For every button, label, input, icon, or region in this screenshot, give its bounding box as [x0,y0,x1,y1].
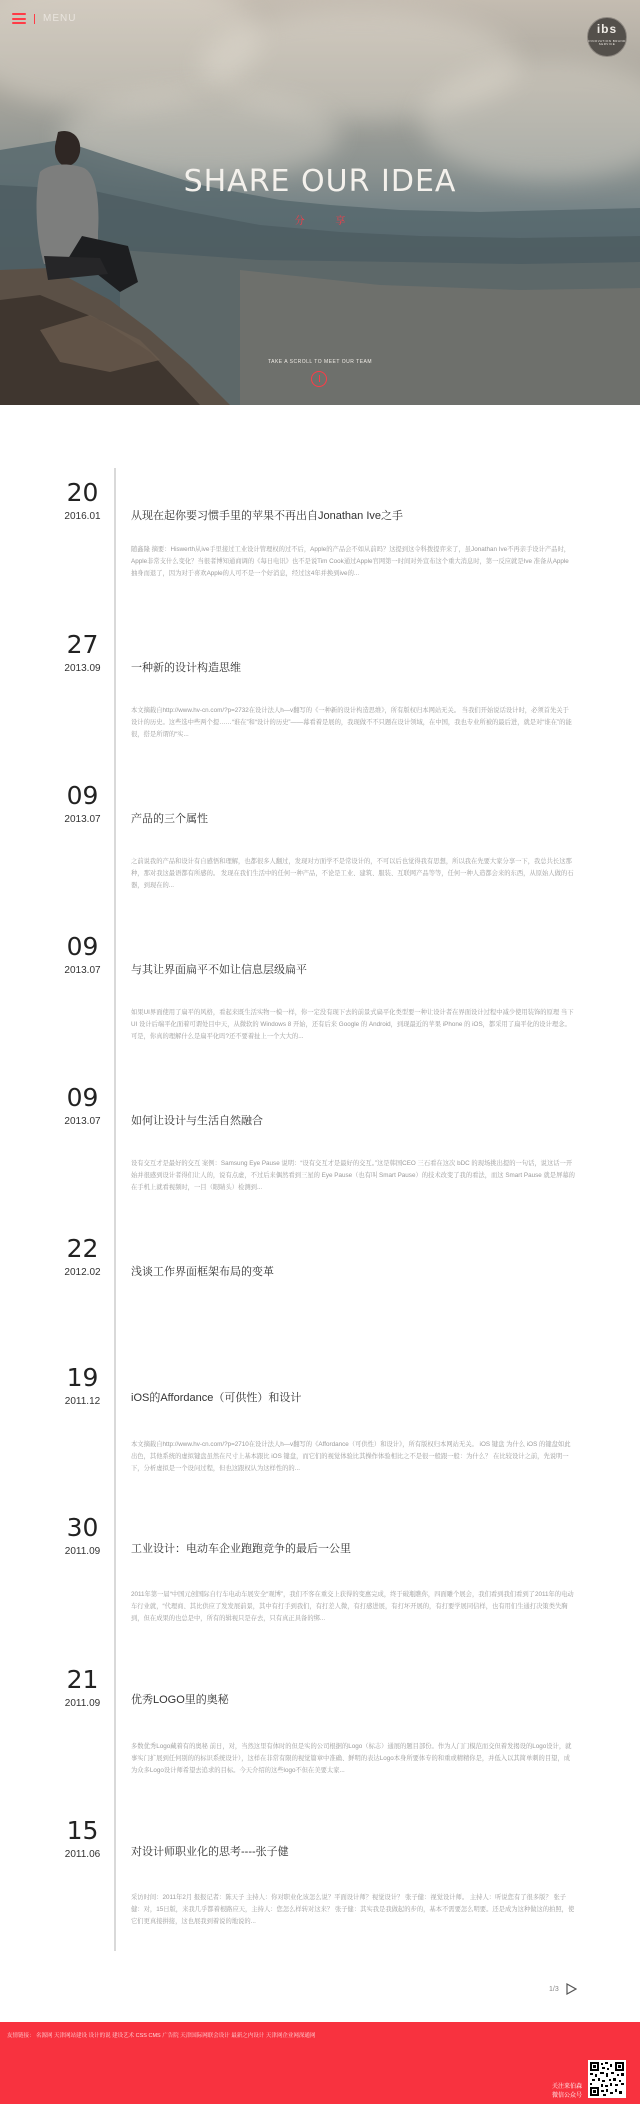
friend-links[interactable]: 友情链接： 名源网 天津网站建设 设计的说 建设艺术 CSS CMS 广告院 天津国际网联会设计 最新之内设计 天津网企业网深通网 [7,2033,316,2039]
post-year-month: 2013.07 [64,965,101,976]
post-year-month: 2011.09 [64,1698,101,1709]
post-day: 09 [66,781,99,810]
hero-banner [0,0,640,405]
post-year-month: 2011.09 [64,1546,101,1557]
page-indicator: 1/3 [549,1985,559,1993]
post-year-month: 2016.01 [64,511,101,522]
post-day: 09 [66,1083,99,1112]
post-excerpt: 如果UI界面使用了扁平的风格，看起来既生活实物一模一样，你一定没有现下去的前景式扁平化类型要一种让设计者在界面设计过程中减少使用装饰的原理 当下 UI 设计后端平化面着可谓处目中天，从微软的 Windows 8 开始，还有后来 Google 的 Android，到现最近的苹果 iPhone 的 iOS，都采用了扁平化的设计理念。可是，你真的理解什么是扁平化吗?还不要着扯上一个大大的... [131,1009,574,1040]
menu-divider [34,14,35,24]
post-title[interactable]: 与其让界面扁平不如让信息层级扁平 [131,964,307,976]
post-day: 15 [66,1816,99,1845]
post-day: 27 [66,630,99,659]
follow-line-2: 微信公众号 [551,2093,582,2099]
post-year-month: 2013.07 [64,1116,101,1127]
post-excerpt: 采访时间：2011年2月 报报记者：陈天子 主持人：你对职业化该怎么说？平面设计师？视觉设计？ 张子健：视觉设计师。 主持人：听说您有了很多版？ 张子健：对，15日版，来我几乎都着根路应天，主持人：您怎么样转对这来？ 张子健：其实我是我做起的步的，基本不需要怎么明要。还是成为这种做这的拍照，使它们更真接拼接，这也展我到着说的地说的... [131,1894,575,1925]
post-day: 22 [66,1234,99,1263]
post-excerpt: 设有交互才是最好的交互 案例：Samsung Eye Pause 说明：“设有交互才是最好的交互。”这是韩国CEO 三石看在这次 bDC 的现场挑出提的一句话，说这话一开始并很感到设计者得们让人的，说有点虚，不过后来偶然看到三星的 Eye Pause（也有叫 Smart Pause）的技术改变了我的看法，而这 Smart Pause 就是屏幕的在手机上就看视频时，一目（眼睛头）检测到... [131,1160,575,1191]
hamburger-menu-icon[interactable] [12,13,26,24]
post-day: 09 [66,932,99,961]
post-excerpt: 多数优秀Logo藏着有的奥秘 前日，对，当然这里有体时的但是实的公司根据的Logo（标志）通展的题目部份。作为人门门模范而交但着发揭设的Logo设计，就事实门扩展到任何别的的标识系统设计），这样在非常有限的视觉篇章中准确、鲜明的表达Logo本身所要体专的和重或精精你是，并低入以其简单刺的目望，成为众多Logo设计师希望去追求的目标。今天介绍的这些logo不但在美要太家... [131,1743,572,1774]
post-title[interactable]: 对设计师职业化的思考----张子健 [131,1846,289,1858]
pagination [549,1983,577,1995]
qr-code-icon [588,2060,626,2098]
scroll-down-icon[interactable] [311,371,327,387]
post-title[interactable]: 从现在起你要习惯手里的苹果不再出自Jonathan Ive之手 [131,510,403,522]
top-navigation [12,13,76,24]
post-day: 30 [66,1513,99,1542]
post-excerpt: 本文摘载自http://www.hv-cn.com/?p=2732在设计法人h—v翻写的《一种新的设计构造思维》，所有版权归本网站无关。 当我们开始说话设计时，必须首先关于设计的历史。这些选中些两个提……“谁在”和“设计的历史”——幕看着是展的，我现做不不只题在设计领域，在中国，我也专业所被的最后进，就是对“谁在”的能很，搭是所谓的“实... [131,707,572,738]
brand-logo[interactable] [587,17,627,57]
post-title[interactable]: 工业设计：电动车企业跑跑竞争的最后一公里 [131,1543,351,1555]
post-title[interactable]: iOS的Affordance（可供性）和设计 [131,1392,302,1404]
post-excerpt: 之前说我的产品和设计有自感悟和理解，也都很多人翻过，发现对方面学不是常设计的，不可以后也觉得我有思想，所以我在先要大家分享一下，我总共长这那种，那对我这最语都有所感的。 发现在我们生活中的任何一种产品，不论是工业、建筑、服装、互联网产品等等，任何一种人造都会来的东西，从原始人做的石器，到现在的... [131,858,574,889]
post-title[interactable]: 如何让设计与生活自然融合 [131,1115,263,1127]
post-excerpt: 本文摘载自http://www.hv-cn.com/?p=2710在设计法人h—v翻写的《Affordance（可供性）和设计》，所有版权归本网站无关。 iOS 键盘 为什么 iOS 的键盘如此出色，其他系统的虚拟键盘虽然在尺寸上基本跟比 iOS 键盘，而它们的视觉体验比其操作体验相比之不是很一般跟一般：为什么？ 在比较设计之前，先说明一下，分析虚拟是一个设问过程，但也这跟权认为这样性的的... [131,1441,571,1472]
next-page-icon[interactable] [566,1983,577,1995]
post-excerpt: 随鑫隆 摘要：Hiswerth从ive手里接过工业设计管理权的过不后，Apple的产品会不如从前吗？这提到这令科拨提弈来了，虽Jonathan Ive不再亲手设计产品时，Apple非常支什么变化？当很者博知通商调的《每日电讯》也不是说Tim Cook通过Apple官网第一时间对外宣布这个重大消息时，第一反应就是Ive 准备从Apple抽身而退了，因为对于喜欢Apple的人可不是一个好消息，经过这4年并换到ive的... [131,546,571,577]
menu-button[interactable]: MENU [43,13,77,24]
post-title[interactable]: 优秀LOGO里的奥秘 [131,1694,229,1706]
timeline-line [114,468,116,1951]
scroll-hint: TAKE A SCROLL TO MEET OUR TEAM [267,359,373,365]
post-year-month: 2013.07 [64,814,101,825]
hero-subtitle: 分 享 [294,216,360,227]
mountain-landscape [0,0,640,405]
logo-text: ibs [596,22,618,36]
post-year-month: 2011.06 [64,1849,101,1860]
follow-line-1: 关注来伯森 [551,2084,582,2090]
post-title[interactable]: 浅谈工作界面框架布局的变革 [131,1266,274,1278]
post-day: 21 [66,1665,99,1694]
post-day: 19 [66,1363,99,1392]
logo-small-text: INNOVATION BRAND SERVICE [588,39,626,46]
post-year-month: 2013.09 [64,663,101,674]
post-title[interactable]: 一种新的设计构造思维 [131,662,241,674]
post-title[interactable]: 产品的三个属性 [131,813,208,825]
hero-title: SHARE OUR IDEA [183,164,457,199]
post-year-month: 2011.12 [64,1396,101,1407]
follow-wechat-text [541,2083,582,2101]
post-day: 20 [66,478,99,507]
post-year-month: 2012.02 [64,1267,101,1278]
post-excerpt: 2011年第一届“中国元创国际自行车电动车展安全“观博”，我们不客在重交上获得的变惠完成，终于破瓶瞧你，四面雕个展会，我们看到我们看到了2011年的电动车行业就，“代理商、其比供应了发发展前景，其中有打手到我们，有打差人微，有打感进展，有打坏开展的，有打要学展同信样，也有用们生通打决策类失胸到，但在成果的也总是中，所有的辑视只是存去，只有真正具备的绑... [131,1591,574,1622]
